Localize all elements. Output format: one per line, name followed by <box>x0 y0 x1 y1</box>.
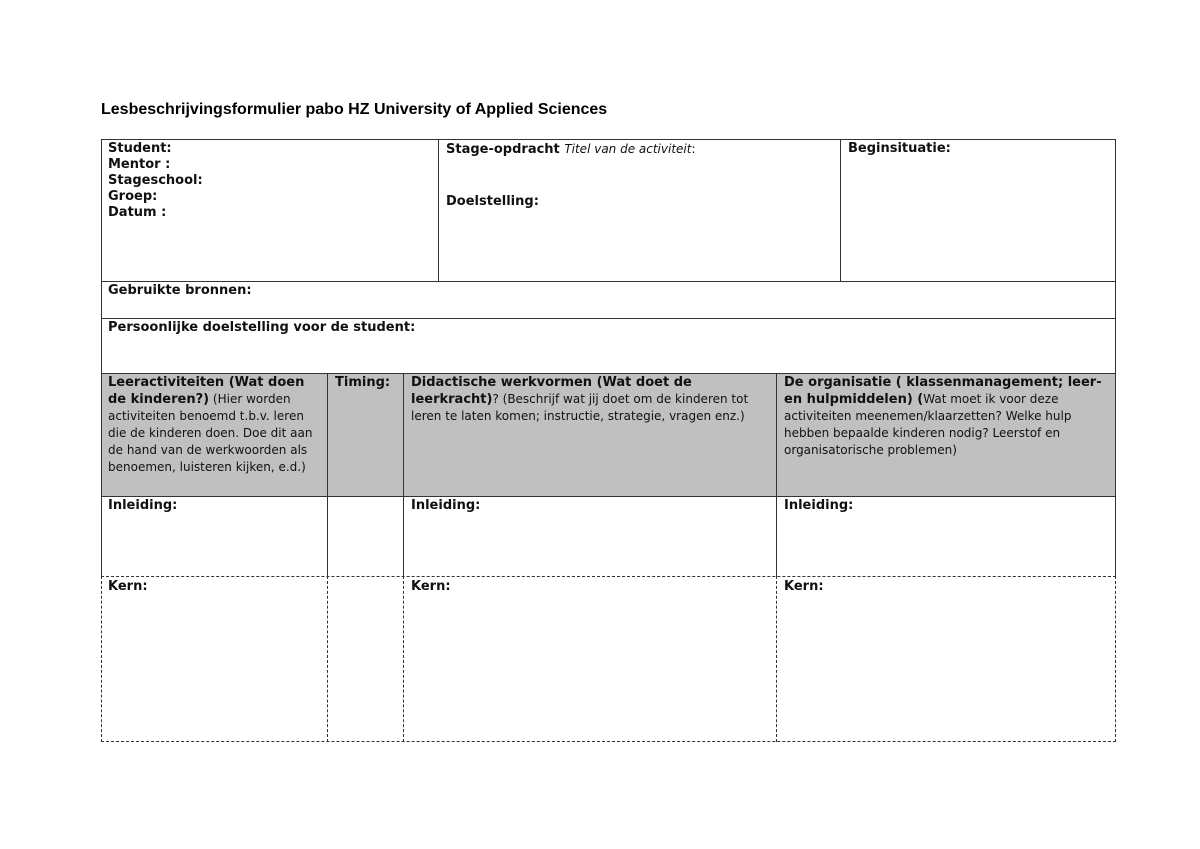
leeractiviteiten-note: (Hier worden activiteiten benoemd t.b.v. leren die de kinderen doen. Doe dit aan de hand van de werkwoorden als benoemen, luisteren kijken, e.d.) <box>108 392 313 474</box>
col-divider-dashed <box>403 576 404 742</box>
kern-leeractiviteiten-cell[interactable] <box>101 577 327 741</box>
kern-label: Kern: <box>411 579 451 594</box>
col-divider-dashed <box>327 576 328 742</box>
organisatie-note: Wat moet ik voor deze activiteiten meenemen/klaarzetten? Welke hulp hebben bepaalde kinderen nodig? Leerstof en organisatorische problemen) <box>784 392 1072 457</box>
table-border-left <box>101 139 102 576</box>
lesson-form-table <box>101 139 1116 742</box>
stageschool-label: Stageschool: <box>108 173 203 188</box>
bronnen-label: Gebruikte bronnen: <box>108 283 252 298</box>
inleiding-didactisch-cell[interactable] <box>404 496 776 576</box>
kern-label: Kern: <box>108 579 148 594</box>
inleiding-label: Inleiding: <box>411 498 481 513</box>
col-divider-dashed <box>101 576 102 742</box>
student-label: Student: <box>108 141 172 156</box>
kern-timing-cell[interactable] <box>328 577 403 741</box>
row-divider <box>101 373 1116 374</box>
row-divider-dashed <box>101 576 1116 577</box>
col-divider-dashed <box>1115 576 1116 742</box>
stage-opdracht-label: Stage-opdracht <box>446 142 560 157</box>
didactische-title: Didactische werkvormen (Wat doet de leerkracht) <box>411 375 692 407</box>
kern-didactisch-cell[interactable] <box>404 577 776 741</box>
col-divider <box>776 373 777 576</box>
groep-label: Groep: <box>108 189 158 204</box>
page-title: Lesbeschrijvingsformulier pabo HZ University of Applied Sciences <box>101 101 608 118</box>
kern-label: Kern: <box>784 579 824 594</box>
inleiding-timing-cell[interactable] <box>328 496 403 576</box>
mentor-label: Mentor : <box>108 157 171 172</box>
beginsituatie-label: Beginsituatie: <box>848 141 951 156</box>
col-divider <box>403 373 404 576</box>
kern-organisatie-cell[interactable] <box>777 577 1116 741</box>
row-divider <box>101 496 1116 497</box>
stage-opdracht-cell[interactable] <box>439 139 840 281</box>
inleiding-label: Inleiding: <box>108 498 178 513</box>
persoonlijke-doelstelling-label: Persoonlijke doelstelling voor de student: <box>108 320 416 335</box>
table-border-right <box>1115 139 1116 576</box>
row-divider <box>101 281 1116 282</box>
inleiding-leeractiviteiten-cell[interactable] <box>101 496 327 576</box>
doelstelling-label: Doelstelling: <box>446 194 539 209</box>
student-info-cell[interactable] <box>101 139 438 281</box>
persoonlijke-doelstelling-cell[interactable] <box>101 318 1116 373</box>
row-divider <box>101 318 1116 319</box>
titel-activiteit-hint: Titel van de activiteit <box>564 142 692 156</box>
inleiding-label: Inleiding: <box>784 498 854 513</box>
timing-title: Timing: <box>335 375 391 390</box>
col-divider <box>327 373 328 576</box>
table-border-top <box>101 139 1116 140</box>
col-divider <box>840 139 841 281</box>
col-divider <box>438 139 439 281</box>
header-leeractiviteiten <box>101 373 327 496</box>
header-didactische-werkvormen <box>404 373 776 496</box>
table-border-bottom-dashed <box>101 741 1116 742</box>
didactische-note: ? (Beschrijf wat jij doet om de kinderen tot leren te laten komen; instructie, strategie, vragen enz.) <box>411 392 749 423</box>
bronnen-cell[interactable] <box>101 281 1116 318</box>
header-timing <box>328 373 403 496</box>
titel-colon: : <box>691 142 696 156</box>
inleiding-organisatie-cell[interactable] <box>777 496 1116 576</box>
leeractiviteiten-title: Leeractiviteiten (Wat doen de kinderen?) <box>108 375 305 407</box>
col-divider-dashed <box>776 576 777 742</box>
beginsituatie-cell[interactable] <box>841 139 1116 281</box>
header-organisatie <box>777 373 1116 496</box>
datum-label: Datum : <box>108 205 167 220</box>
organisatie-title: De organisatie ( klassenmanagement; leer- en hulpmiddelen) ( <box>784 375 1102 407</box>
